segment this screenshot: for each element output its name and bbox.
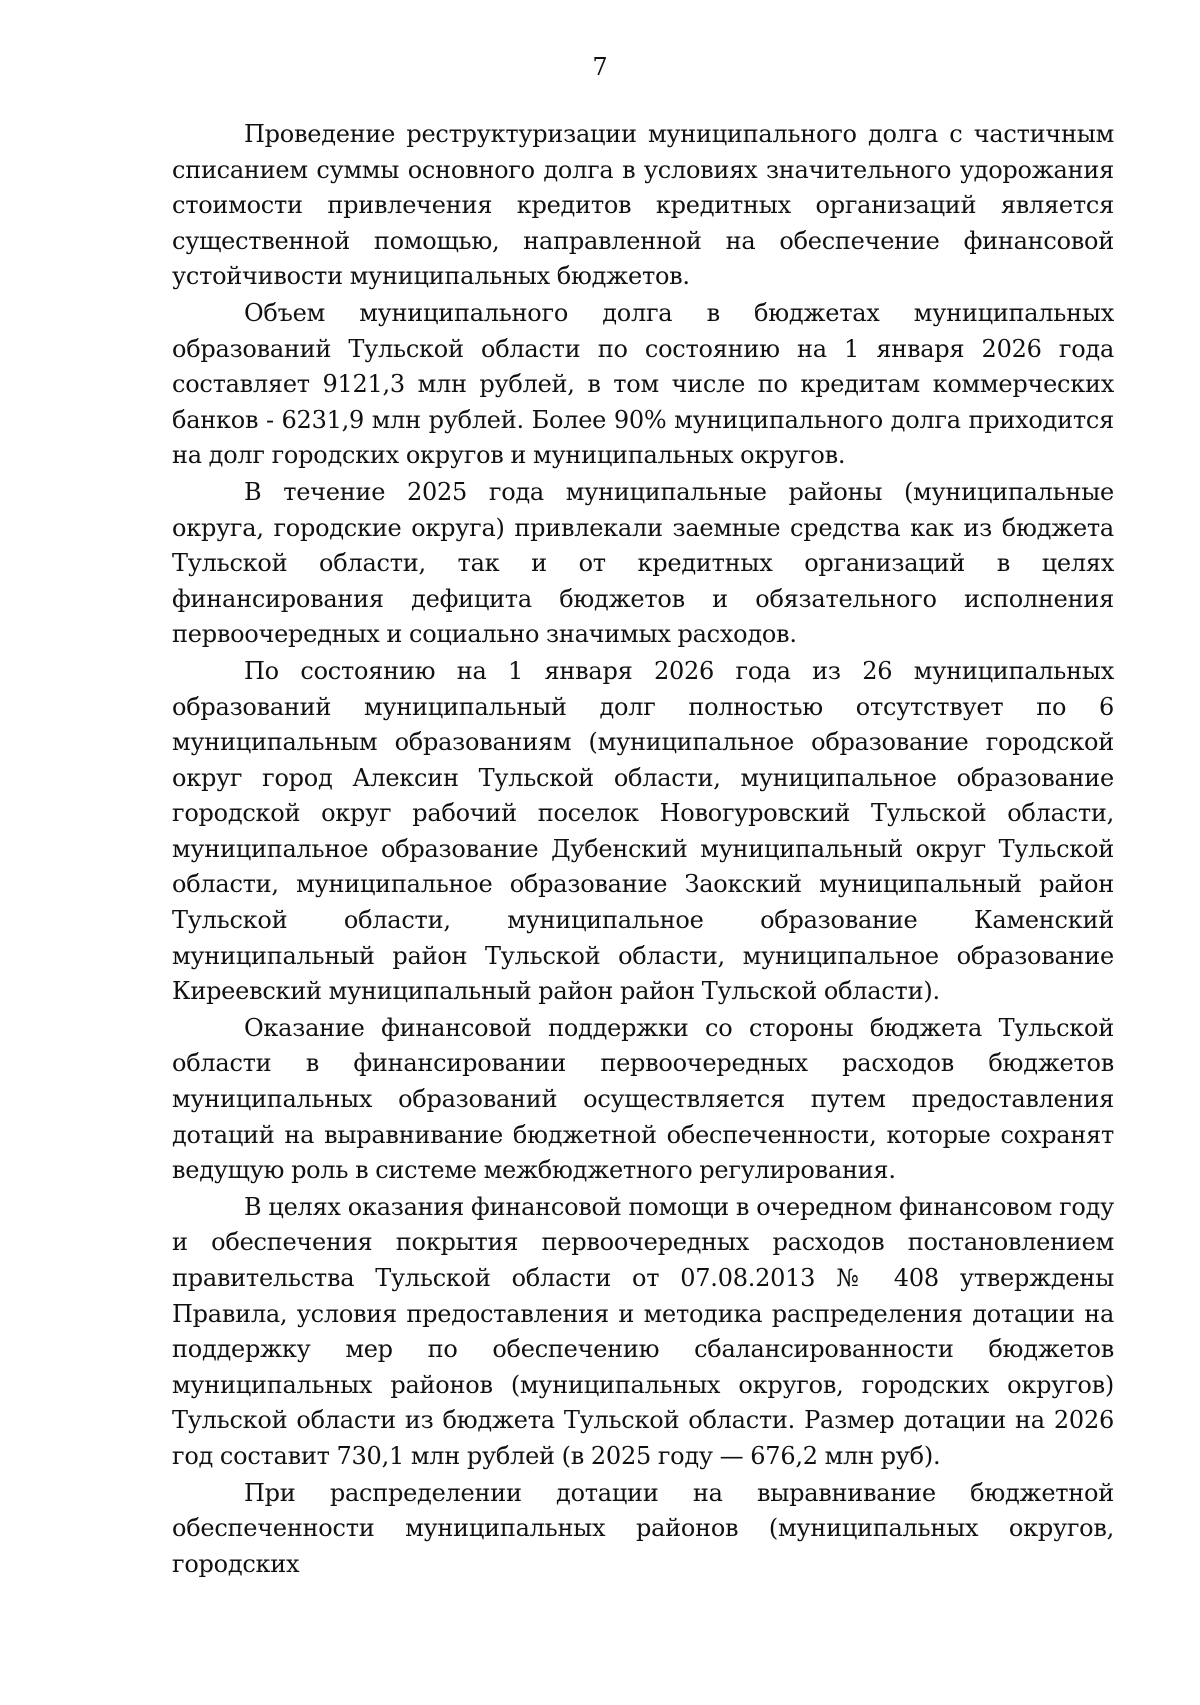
page-number: 7	[592, 53, 608, 81]
paragraph-subsidy-rules: В целях оказания финансовой помощи в очередном финансовом году и обеспечения покрытия первоочередных расходов постановлением правительства Тульской области от 07.08.2013 № 408 утверждены Правила, условия предоставления и методика распределения дотации на поддержку мер по обеспечению сбалансированности бюджетов муниципальных районов (муниципальных округов, городских округов) Тульской области из бюджета Тульской области. Размер дотации на 2026 год составит 730,1 млн рублей (в 2025 году — 676,2 млн руб).	[172, 1192, 1114, 1470]
paragraph-financial-support: Оказание финансовой поддержки со стороны бюджета Тульской области в финансировании первоочередных расходов бюджетов муниципальных образований осуществляется путем предоставления дотаций на выравнивание бюджетной обеспеченности, которые сохранят ведущую роль в системе межбюджетного регулирования.	[172, 1013, 1114, 1185]
document-body	[172, 117, 1114, 1582]
paragraph-no-debt-municipalities: По состоянию на 1 января 2026 года из 26 муниципальных образований муниципальный долг полностью отсутствует по 6 муниципальным образованиям (муниципальное образование городской округ город Алексин Тульской области, муниципальное образование городской округ рабочий поселок Новогуровский Тульской области, муниципальное образование Дубенский муниципальный округ Тульской области, муниципальное образование Заокский муниципальный район Тульской области, муниципальное образование Каменский муниципальный район Тульской области, муниципальное образование Киреевский муниципальный район район Тульской области).	[172, 656, 1114, 1006]
paragraph-subsidy-distribution: При распределении дотации на выравнивание бюджетной обеспеченности муниципальных районов (муниципальных округов, городских	[172, 1478, 1114, 1578]
paragraph-borrowing-2025: В течение 2025 года муниципальные районы (муниципальные округа, городские округа) привлекали заемные средства как из бюджета Тульской области, так и от кредитных организаций в целях финансирования дефицита бюджетов и обязательного исполнения первоочередных и социально значимых расходов.	[172, 477, 1114, 649]
paragraph-debt-volume: Объем муниципального долга в бюджетах муниципальных образований Тульской области по состоянию на 1 января 2026 года составляет 9121,3 млн рублей, в том числе по кредитам коммерческих банков - 6231,9 млн рублей. Более 90% муниципального долга приходится на долг городских округов и муниципальных округов.	[172, 298, 1114, 470]
paragraph-debt-restructuring: Проведение реструктуризации муниципального долга с частичным списанием суммы основного долга в условиях значительного удорожания стоимости привлечения кредитов кредитных организаций является существенной помощью, направленной на обеспечение финансовой устойчивости муниципальных бюджетов.	[172, 120, 1114, 291]
